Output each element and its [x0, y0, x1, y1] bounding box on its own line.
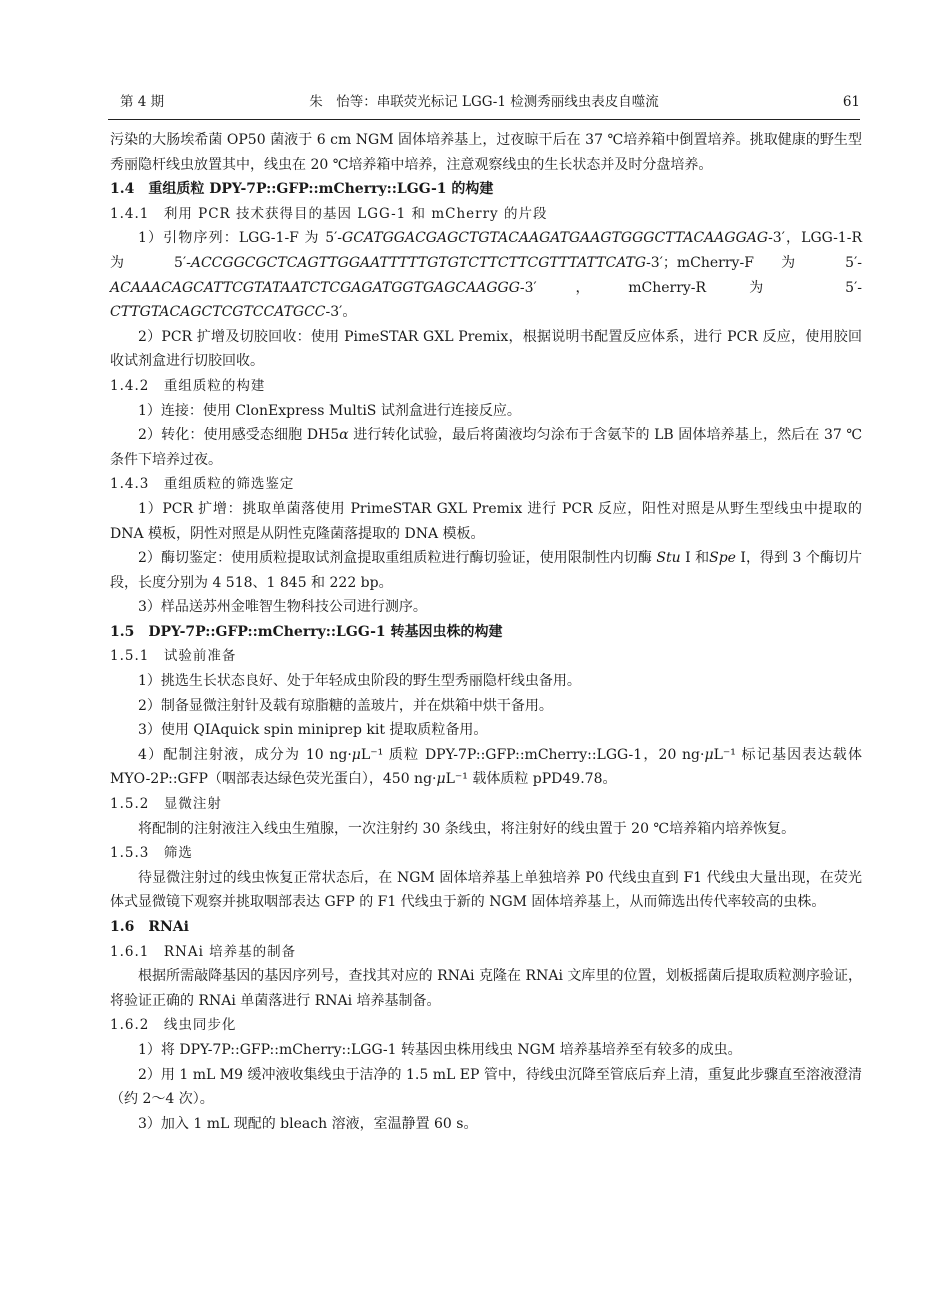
prep-text: 4）配制注射液，成分为 10 ng·	[138, 746, 352, 763]
transform-text: 2）转化：使用感受态细胞 DH5	[138, 427, 340, 444]
mu-symbol: μ	[704, 746, 714, 763]
digest-text: I，得到 3 个酶切片段，长度分别为 4 518、1 845 和 222 bp。	[110, 550, 863, 591]
paragraph-transformation	[110, 423, 862, 472]
primer-sequence: GCATGGACGAGCTGTACAAGATGAAGTGGGCTTACAAGGAG	[342, 230, 769, 247]
primer-sequence: CTTGTACAGCTCGTCCATGCC	[110, 304, 326, 321]
paragraph-sync-1: 1）将 DPY-7P::GFP::mCherry::LGG-1 转基因虫株用线虫 NGM 培养基培养至有较多的成虫。	[138, 1041, 742, 1058]
paragraph-primers	[110, 226, 862, 324]
prep-text: L⁻¹ 标记基因表达载体 MYO-2P::GFP（咽部表达绿色荧光蛋白），450 ng·	[110, 746, 862, 788]
primer-text: -3′，mCherry-R 为 5′-	[519, 279, 862, 296]
issue-number: 第 4 期	[120, 94, 165, 110]
enzyme-name: Stu	[656, 550, 681, 567]
running-header	[108, 90, 860, 114]
header-rule	[108, 119, 860, 120]
paragraph-sync-3: 3）加入 1 mL 现配的 bleach 溶液，室温静置 60 s。	[138, 1115, 478, 1132]
subsection-heading-1-5-2: 1.5.2 显微注射	[110, 796, 222, 813]
paragraph-sync-2: 2）用 1 mL M9 缓冲液收集线虫于洁净的 1.5 mL EP 管中，待线虫沉降至管底后弃上清，重复此步骤直至溶液澄清（约 2～4 次）。	[110, 1066, 862, 1108]
paragraph-screen-pcr: 1）PCR 扩增：挑取单菌落使用 PrimeSTAR GXL Premix 进行 PCR 反应，阳性对照是从野生型线虫中提取的 DNA 模板，阴性对照是从阴性克隆菌落提取的 DNA 模板。	[110, 500, 862, 542]
subsection-heading-1-5-3: 1.5.3 筛选	[110, 845, 193, 862]
prep-text: L⁻¹ 载体质粒 pPD49.78。	[445, 771, 617, 788]
alpha-symbol: α	[339, 427, 349, 444]
primer-text: 1）引物序列：LGG-1-F 为 5′-	[138, 230, 343, 247]
paragraph-pcr: 2）PCR 扩增及切胶回收：使用 PimeSTAR GXL Premix，根据说明书配置反应体系，进行 PCR 反应，使用胶回收试剂盒进行切胶回收。	[110, 328, 862, 370]
paragraph-prep-2: 2）制备显微注射针及载有琼脂糖的盖玻片，并在烘箱中烘干备用。	[138, 697, 553, 714]
prep-text: L⁻¹ 质粒 DPY-7P::GFP::mCherry::LGG-1，20 ng·	[360, 746, 705, 763]
transform-text: 进行转化试验，最后将菌液均匀涂布于含氨苄的 LB 固体培养基上，然后在 37 ℃条件下培养过夜。	[110, 427, 863, 468]
subsection-heading-1-6-2: 1.6.2 线虫同步化	[110, 1017, 237, 1034]
subsection-heading-1-6-1: 1.6.1 RNAi 培养基的制备	[110, 943, 297, 960]
paragraph-sequencing: 3）样品送苏州金唯智生物科技公司进行测序。	[138, 599, 427, 616]
primer-sequence: ACCGGCGCTCAGTTGGAATTTTTGTGTCTTCTTCGTTTATTCATG	[190, 254, 647, 271]
subsection-heading-1-4-3: 1.4.3 重组质粒的筛选鉴定	[110, 476, 295, 493]
paragraph-intro: 污染的大肠埃希菌 OP50 菌液于 6 cm NGM 固体培养基上，过夜晾干后在 37 ℃培养箱中倒置培养。挑取健康的野生型秀丽隐杆线虫放置其中，线虫在 20 ℃培养箱中培养，注意观察线虫的生长状态并及时分盘培养。	[110, 132, 862, 173]
mu-symbol: μ	[436, 771, 446, 788]
section-heading-1-6: 1.6 RNAi	[110, 919, 189, 935]
paragraph-prep-4	[110, 743, 862, 792]
paragraph-digest	[110, 546, 862, 595]
subsection-heading-1-4-1: 1.4.1 利用 PCR 技术获得目的基因 LGG-1 和 mCherry 的片段	[110, 205, 548, 222]
primer-sequence: ACAAACAGCATTCGTATAATCTCGAGATGGTGAGCAAGGG	[110, 279, 520, 296]
page-number: 61	[842, 94, 860, 110]
digest-text: 2）酶切鉴定：使用质粒提取试剂盒提取重组质粒进行酶切验证，使用限制性内切酶	[138, 550, 657, 567]
paragraph-injection: 将配制的注射液注入线虫生殖腺，一次注射约 30 条线虫，将注射好的线虫置于 20 ℃培养箱内培养恢复。	[138, 820, 796, 837]
article-body	[110, 128, 862, 1136]
enzyme-name: Spe	[709, 550, 736, 567]
primer-text: -3′，LGG-1-R 为 5′-	[110, 230, 862, 271]
section-heading-1-5: 1.5 DPY-7P::GFP::mCherry::LGG-1 转基因虫株的构建	[110, 623, 503, 640]
paragraph-selection: 待显微注射过的线虫恢复正常状态后，在 NGM 固体培养基上单独培养 P0 代线虫直到 F1 代线虫大量出现，在荧光体式显微镜下观察并挑取咽部表达 GFP 的 F1 代线虫于新的 NGM 固体培养基上，从而筛选出传代率较高的虫株。	[110, 869, 862, 911]
section-heading-1-4: 1.4 重组质粒 DPY-7P::GFP::mCherry::LGG-1 的构建	[110, 181, 494, 198]
digest-text: I 和	[680, 550, 710, 567]
primer-text: -3′；mCherry-F 为 5′-	[646, 254, 862, 271]
paragraph-ligation: 1）连接：使用 ClonExpress MultiS 试剂盒进行连接反应。	[138, 402, 521, 419]
subsection-heading-1-4-2: 1.4.2 重组质粒的构建	[110, 377, 266, 394]
subsection-heading-1-5-1: 1.5.1 试验前准备	[110, 648, 237, 665]
paragraph-rnai: 根据所需敲降基因的基因序列号，查找其对应的 RNAi 克隆在 RNAi 文库里的位置，划板摇菌后提取质粒测序验证，将验证正确的 RNAi 单菌落进行 RNAi 培养基制备。	[110, 968, 862, 1009]
primer-text: -3′。	[325, 304, 357, 321]
paragraph-prep-1: 1）挑选生长状态良好、处于年轻成虫阶段的野生型秀丽隐杆线虫备用。	[138, 673, 581, 690]
running-title: 朱 怡等：串联荧光标记 LGG-1 检测秀丽线虫表皮自噬流	[309, 94, 659, 110]
paragraph-prep-3: 3）使用 QIAquick spin miniprep kit 提取质粒备用。	[138, 722, 488, 739]
mu-symbol: μ	[351, 746, 361, 763]
